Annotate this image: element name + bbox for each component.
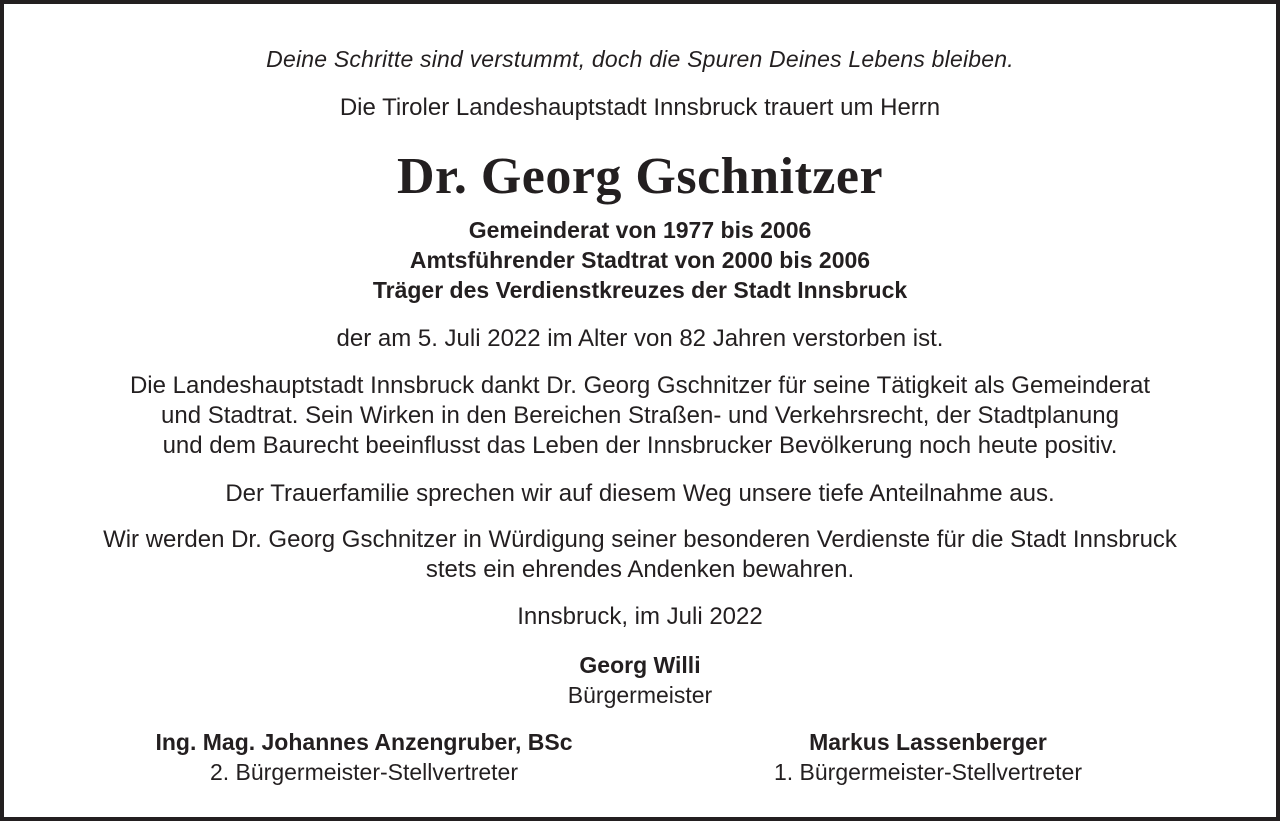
intro-line: Die Tiroler Landeshauptstadt Innsbruck trauert um Herrn	[339, 94, 941, 121]
role-line: Träger des Verdienstkreuzes der Stadt Innsbruck	[372, 277, 908, 303]
tribute-line: Die Landeshauptstadt Innsbruck dankt Dr. Georg Gschnitzer für seine Tätigkeit als Gemeinderat	[129, 372, 1151, 399]
role-line: Gemeinderat von 1977 bis 2006	[468, 217, 812, 243]
deceased-name: Dr. Georg Gschnitzer	[396, 148, 884, 205]
remembrance-line: Wir werden Dr. Georg Gschnitzer in Würdigung seiner besonderen Verdienste für die Stadt Innsbruck	[103, 526, 1177, 553]
signature-deputy-2	[64, 731, 664, 784]
place-date: Innsbruck, im Juli 2022	[517, 603, 763, 630]
signatory-name: Georg Willi	[579, 652, 701, 678]
signatory-title: 2. Bürgermeister-Stellvertreter	[209, 759, 519, 785]
signature-mayor	[4, 654, 1276, 707]
signatory-title: 1. Bürgermeister-Stellvertreter	[773, 759, 1083, 785]
condolence-line: Der Trauerfamilie sprechen wir auf diesem Weg unsere tiefe Anteilnahme aus.	[225, 480, 1055, 507]
motto: Deine Schritte sind verstummt, doch die Spuren Deines Lebens bleiben.	[266, 46, 1014, 72]
remembrance-line: stets ein ehrendes Andenken bewahren.	[425, 556, 855, 583]
signature-deputy-1	[628, 731, 1228, 784]
tribute-line: und Stadtrat. Sein Wirken in den Bereichen Straßen- und Verkehrsrecht, der Stadtplanung	[161, 402, 1119, 429]
signatory-name: Markus Lassenberger	[809, 729, 1047, 755]
death-line: der am 5. Juli 2022 im Alter von 82 Jahren verstorben ist.	[336, 325, 944, 352]
signatory-name: Ing. Mag. Johannes Anzengruber, BSc	[155, 729, 573, 755]
tribute-line: und dem Baurecht beeinflusst das Leben der Innsbrucker Bevölkerung noch heute positiv.	[162, 432, 1118, 459]
role-line: Amtsführender Stadtrat von 2000 bis 2006	[409, 247, 871, 273]
signatory-title: Bürgermeister	[567, 682, 713, 708]
